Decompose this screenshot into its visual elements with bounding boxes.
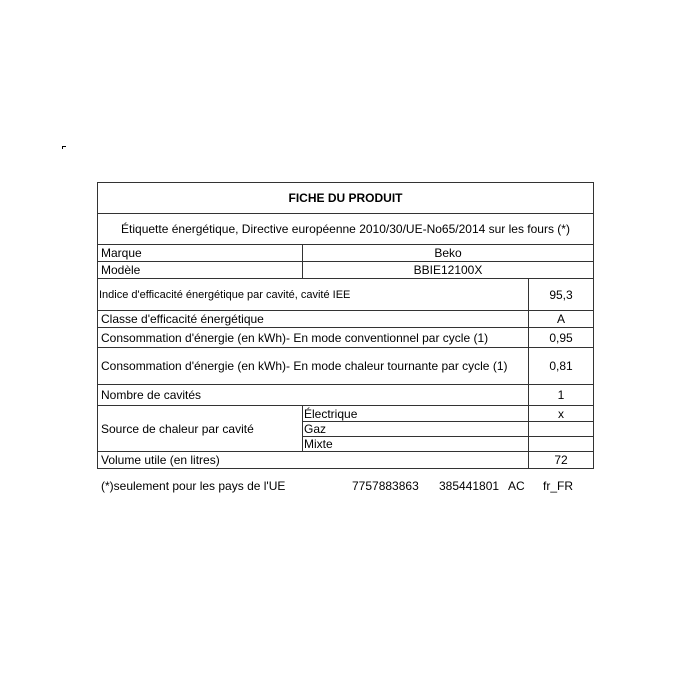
- sheet-title: FICHE DU PRODUIT: [98, 183, 594, 214]
- heat-source-mixed-value: [529, 437, 594, 452]
- energy-class-value: A: [529, 311, 594, 328]
- energy-class-label: Classe d'efficacité énergétique: [98, 311, 529, 328]
- footer-code-1: 7757883863: [352, 479, 419, 493]
- model-row: [98, 262, 594, 279]
- consumption-fan-label: Consommation d'énergie (en kWh)- En mode chaleur tournante par cycle (1): [98, 348, 529, 385]
- consumption-conventional-row: [98, 328, 594, 348]
- footer-code-3: AC: [508, 479, 525, 493]
- cavities-row: [98, 385, 594, 406]
- model-label: Modèle: [98, 262, 303, 279]
- heat-source-electric-value: x: [529, 406, 594, 422]
- brand-row: [98, 245, 594, 262]
- consumption-conventional-label: Consommation d'énergie (en kWh)- En mode conventionnel par cycle (1): [98, 328, 529, 348]
- volume-label: Volume utile (en litres): [98, 452, 529, 469]
- volume-row: [98, 452, 594, 469]
- eei-value: 95,3: [529, 279, 594, 311]
- heat-source-electric-label: Électrique: [303, 406, 529, 422]
- eei-row: [98, 279, 594, 311]
- eei-label: Indice d'efficacité énergétique par cavité, cavité IEE: [98, 279, 529, 311]
- cavities-value: 1: [529, 385, 594, 406]
- consumption-conventional-value: 0,95: [529, 328, 594, 348]
- subtitle-row: [98, 214, 594, 245]
- consumption-fan-value: 0,81: [529, 348, 594, 385]
- model-value: BBIE12100X: [303, 262, 594, 279]
- heat-source-mixed-label: Mixte: [303, 437, 529, 452]
- brand-label: Marque: [98, 245, 303, 262]
- sheet-subtitle: Étiquette énergétique, Directive européenne 2010/30/UE-No65/2014 sur les fours (*): [98, 214, 594, 245]
- heat-source-label: Source de chaleur par cavité: [98, 406, 303, 452]
- cavities-label: Nombre de cavités: [98, 385, 529, 406]
- heat-source-row-electric: [98, 406, 594, 422]
- footer-note: (*)seulement pour les pays de l'UE: [101, 479, 286, 493]
- volume-value: 72: [529, 452, 594, 469]
- footer-code-2: 385441801: [439, 479, 500, 493]
- title-row: [98, 183, 594, 214]
- heat-source-gas-label: Gaz: [303, 422, 529, 437]
- footer-locale: fr_FR: [543, 479, 573, 493]
- energy-class-row: [98, 311, 594, 328]
- consumption-fan-row: [98, 348, 594, 385]
- corner-mark: [62, 146, 66, 149]
- product-sheet-table: [97, 182, 594, 469]
- brand-value: Beko: [303, 245, 594, 262]
- heat-source-gas-value: [529, 422, 594, 437]
